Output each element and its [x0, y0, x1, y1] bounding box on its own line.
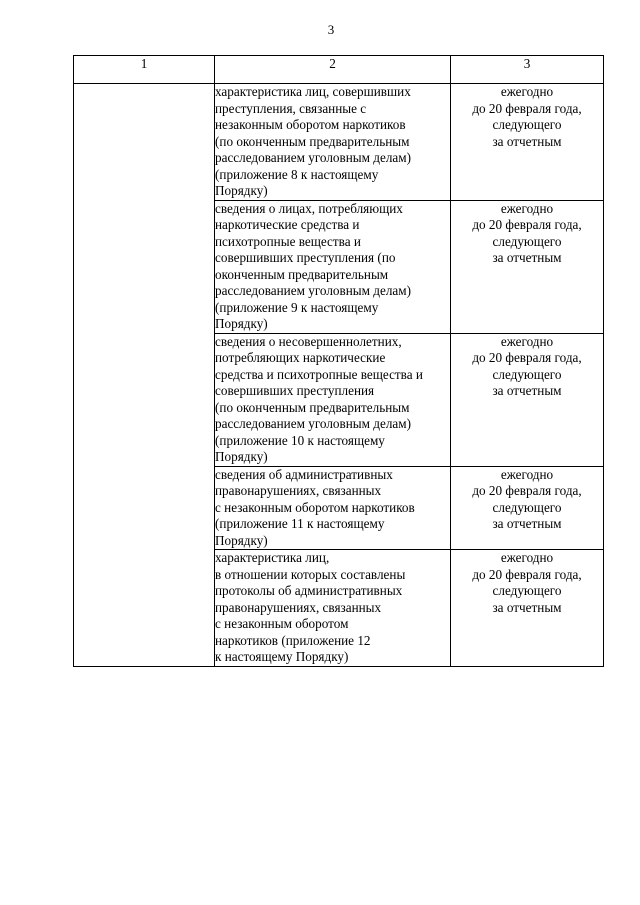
document-line: наркотиков (приложение 12 — [215, 632, 371, 648]
document-line: расследованием уголовным делам) — [215, 416, 412, 431]
column-header-3: 3 — [451, 56, 604, 84]
column-1-cell — [74, 84, 215, 667]
document-line: характеристика лиц, совершивших — [215, 84, 411, 99]
document-line: характеристика лиц, — [215, 550, 330, 565]
deadline-cell — [451, 550, 604, 667]
document-cell — [215, 550, 451, 667]
deadline-line: ежегодно — [500, 550, 554, 565]
document-line: Порядку) — [215, 183, 268, 198]
document-line: (приложение 8 к настоящему — [215, 166, 379, 182]
page-number: 3 — [327, 22, 335, 37]
document-line: психотропные вещества и — [215, 233, 361, 249]
document-line: сведения о несовершеннолетних, — [215, 333, 402, 349]
deadline-line: следующего — [492, 366, 562, 382]
document-line: оконченным предварительным — [215, 266, 389, 282]
deadline-line: за отчетным — [492, 516, 562, 531]
deadline-line: ежегодно — [500, 333, 554, 349]
deadline-line: следующего — [492, 583, 562, 598]
document-line: преступления, связанные с — [215, 100, 367, 116]
document-line: средства и психотропные вещества и — [215, 366, 423, 382]
document-line: сведения об административных — [215, 466, 393, 482]
document-line: протоколы об административных — [215, 583, 403, 598]
document-line: с незаконным оборотом — [215, 616, 349, 631]
column-header-1: 1 — [74, 56, 215, 84]
deadline-cell — [451, 333, 604, 466]
document-line: совершивших преступления (по — [215, 250, 396, 265]
document-cell — [215, 466, 451, 550]
deadline-line: за отчетным — [492, 133, 562, 149]
document-line: (по оконченным предварительным — [215, 133, 410, 149]
deadline-line: до 20 февраля года, — [472, 217, 582, 232]
deadline-cell — [451, 200, 604, 333]
deadline-line: следующего — [492, 499, 562, 515]
document-line: расследованием уголовным делам) — [215, 150, 412, 165]
document-line: расследованием уголовным делам) — [215, 283, 412, 298]
deadline-line: до 20 февраля года, — [472, 100, 582, 116]
deadline-line: за отчетным — [492, 599, 562, 615]
document-line: (приложение 10 к настоящему — [215, 432, 385, 448]
document-line: наркотические средства и — [215, 217, 360, 232]
document-line: совершивших преступления — [215, 383, 375, 398]
deadline-line: за отчетным — [492, 383, 562, 398]
document-cell — [215, 84, 451, 201]
table-row — [74, 84, 604, 201]
deadline-cell — [451, 466, 604, 550]
document-line: (по оконченным предварительным — [215, 399, 410, 415]
deadline-line: следующего — [492, 117, 562, 132]
document-line: (приложение 9 к настоящему — [215, 299, 379, 315]
document-line: Порядку) — [215, 532, 268, 548]
document-line: правонарушениях, связанных — [215, 599, 382, 615]
deadline-line: до 20 февраля года, — [472, 566, 582, 582]
reporting-table — [73, 55, 604, 667]
document-line: сведения о лицах, потребляющих — [215, 200, 403, 216]
deadline-line: следующего — [492, 233, 562, 249]
column-header-2: 2 — [215, 56, 451, 84]
deadline-line: до 20 февраля года, — [472, 350, 582, 365]
deadline-line: ежегодно — [500, 84, 554, 99]
deadline-line: за отчетным — [492, 250, 562, 265]
document-line: к настоящему Порядку) — [215, 649, 349, 664]
document-cell — [215, 333, 451, 466]
deadline-line: до 20 февраля года, — [472, 483, 582, 498]
deadline-line: ежегодно — [500, 200, 554, 216]
document-line: в отношении которых составлены — [215, 566, 406, 582]
document-line: (приложение 11 к настоящему — [215, 516, 385, 531]
deadline-cell — [451, 84, 604, 201]
document-line: Порядку) — [215, 316, 268, 331]
table-header-row — [74, 56, 604, 84]
document-line: правонарушениях, связанных — [215, 483, 382, 498]
document-line: Порядку) — [215, 449, 268, 464]
document-cell — [215, 200, 451, 333]
deadline-line: ежегодно — [500, 466, 554, 482]
document-line: с незаконным оборотом наркотиков — [215, 499, 415, 515]
document-line: незаконным оборотом наркотиков — [215, 117, 406, 132]
document-line: потребляющих наркотические — [215, 350, 386, 365]
